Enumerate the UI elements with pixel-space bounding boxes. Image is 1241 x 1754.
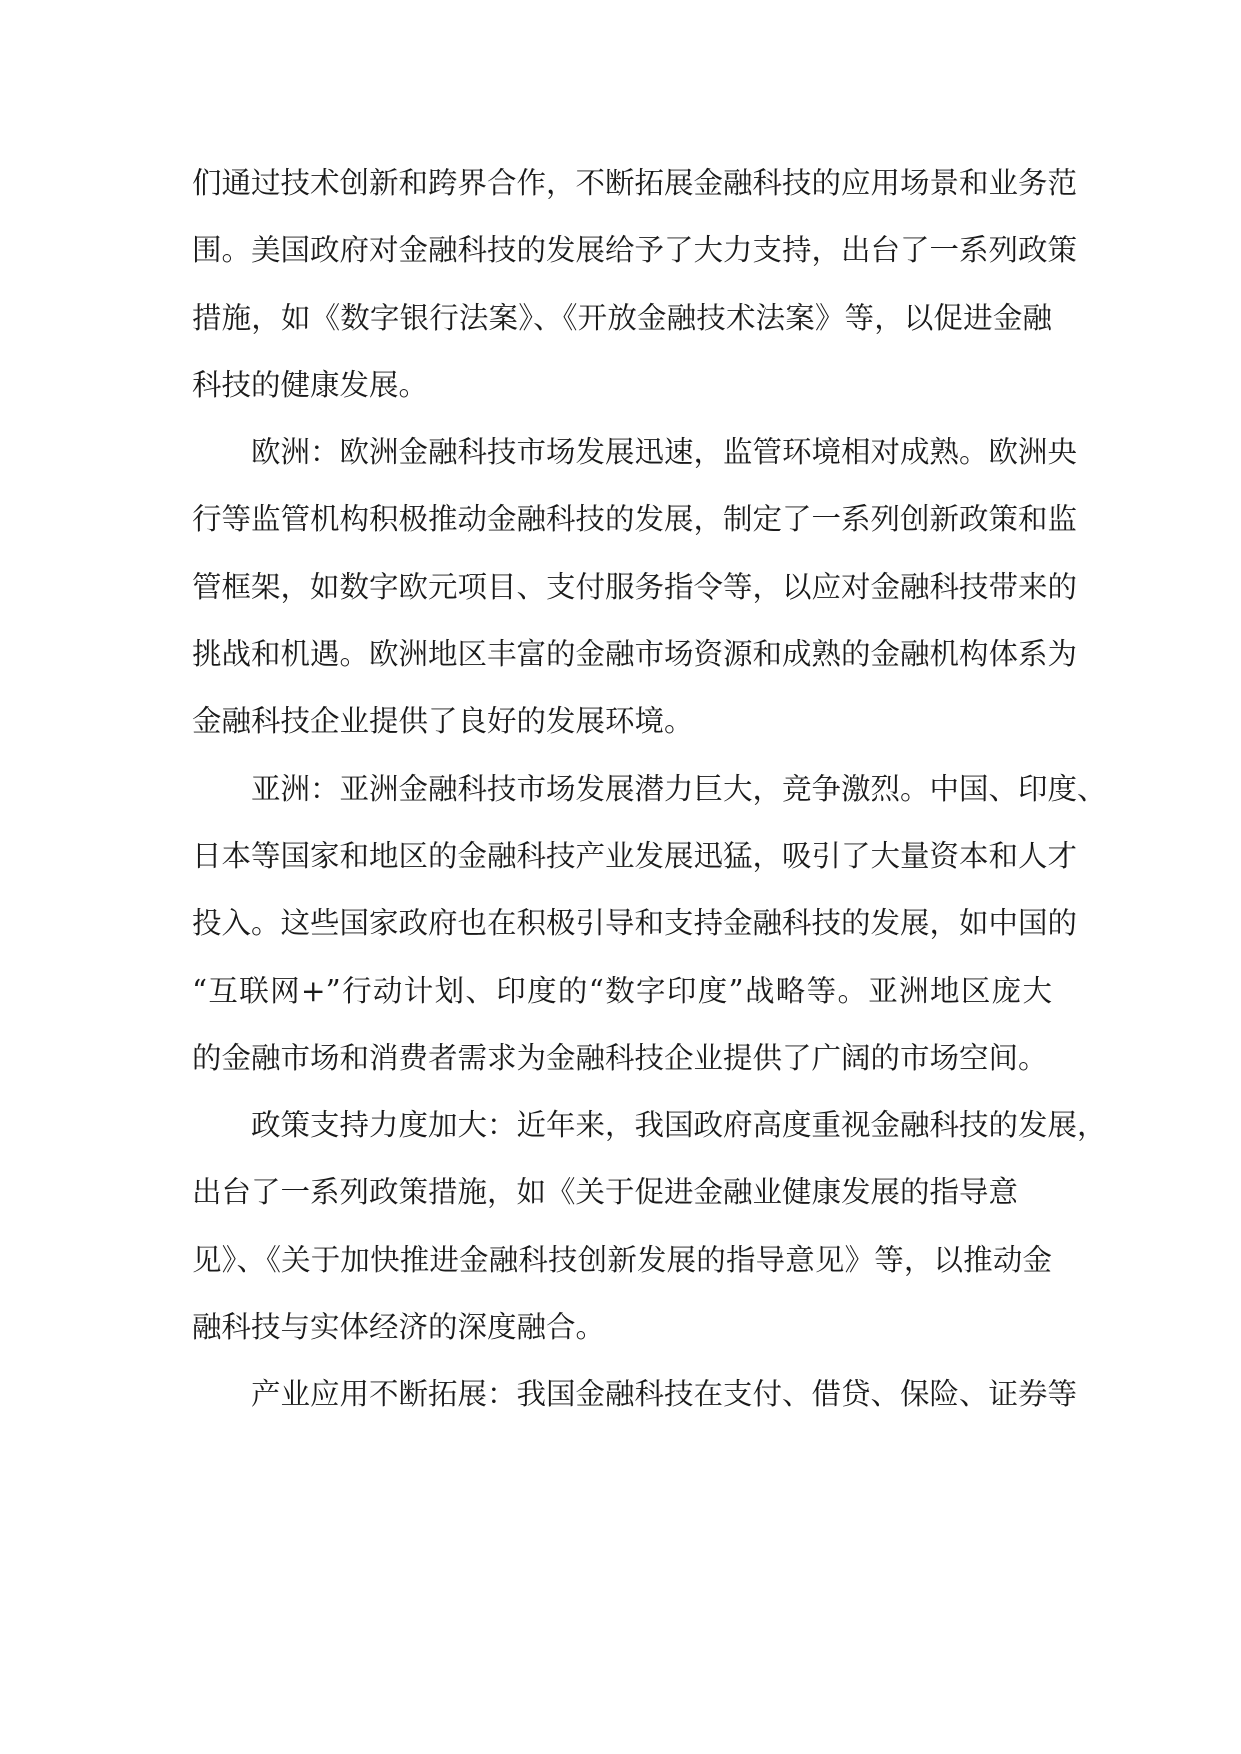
text-line: 欧洲：欧洲金融科技市场发展迅速，监管环境相对成熟。欧洲央 [251, 435, 1078, 470]
paragraph-us-continued [192, 150, 1078, 419]
text-line: 措施，如《数字银行法案》、《开放金融技术法案》等，以促进金融 [192, 300, 1052, 335]
text-line: 亚洲：亚洲金融科技市场发展潜力巨大，竞争激烈。中国、印度、 [251, 771, 1107, 806]
text-line: “互联网+”行动计划、印度的“数字印度”战略等。亚洲地区庞大 [192, 973, 1052, 1008]
body-text [192, 150, 1107, 1429]
text-line: 挑战和机遇。欧洲地区丰富的金融市场资源和成熟的金融机构体系为 [192, 637, 1078, 672]
paragraph-policy-support [192, 1092, 1107, 1361]
text-line: 们通过技术创新和跨界合作，不断拓展金融科技的应用场景和业务范 [192, 166, 1078, 200]
text-line: 围。美国政府对金融科技的发展给予了大力支持，出台了一系列政策 [192, 233, 1078, 268]
text-line: 见》、《关于加快推进金融科技创新发展的指导意见》等，以推动金 [192, 1242, 1052, 1277]
paragraph-asia [192, 756, 1107, 1092]
text-line: 管框架，如数字欧元项目、支付服务指令等，以应对金融科技带来的 [192, 569, 1078, 604]
text-line: 的金融市场和消费者需求为金融科技企业提供了广阔的市场空间。 [192, 1040, 1048, 1075]
text-line: 产业应用不断拓展：我国金融科技在支付、借贷、保险、证券等 [251, 1377, 1078, 1412]
text-line: 行等监管机构积极推动金融科技的发展，制定了一系列创新政策和监 [192, 502, 1078, 537]
text-line: 出台了一系列政策措施，如《关于促进金融业健康发展的指导意 [192, 1175, 1019, 1210]
text-line: 日本等国家和地区的金融科技产业发展迅猛，吸引了大量资本和人才 [192, 838, 1078, 873]
paragraph-industry-application [192, 1361, 1078, 1428]
text-line: 融科技与实体经济的深度融合。 [192, 1310, 606, 1345]
paragraph-europe [192, 419, 1078, 755]
text-line: 投入。这些国家政府也在积极引导和支持金融科技的发展，如中国的 [192, 906, 1078, 941]
text-line: 政策支持力度加大：近年来，我国政府高度重视金融科技的发展， [251, 1108, 1107, 1143]
text-line: 金融科技企业提供了良好的发展环境。 [192, 704, 694, 739]
text-line: 科技的健康发展。 [192, 367, 429, 402]
